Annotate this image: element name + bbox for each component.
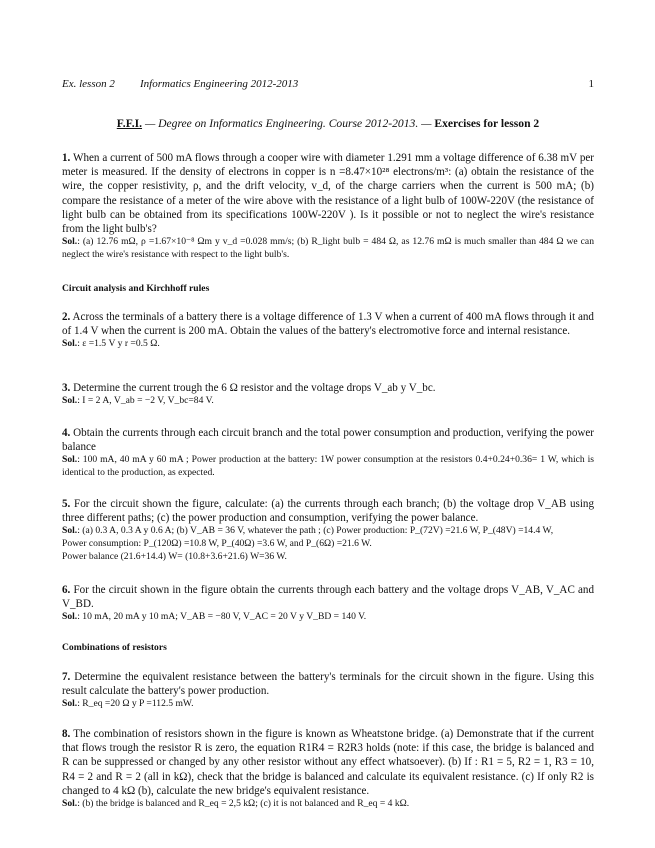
solution-line-3: Power balance (21.6+14.4) W= (10.8+3.6+21.6) W=36 W. [62,550,287,562]
solution-label: Sol. [62,236,78,248]
problem-statement: For the circuit shown the figure, calculate: (a) the currents through each branch; (b) the voltage drop V_AB using three different paths; (c) the power production and consumption, verifying the power balance. [62,498,594,525]
problem-2 [62,310,594,351]
problem-number: 1. [62,152,71,164]
title-prefix: F.F.I. [116,117,143,130]
problem-statement: Determine the current trough the 6 Ω resistor and the voltage drops V_ab y V_bc. [73,382,436,394]
problem-statement: Across the terminals of a battery there is a voltage difference of 1.3 V when a current of 400 mA flows through it and of 1.4 V when the current is 200 mA. Obtain the values of the battery's electromotive force and internal resistance. [62,311,594,338]
solution-label: Sol. [62,338,78,350]
problem-number: 8. [62,728,71,740]
solution-label: Sol. [62,395,78,407]
problem-number: 5. [62,498,71,510]
solution [62,395,594,408]
solution [62,525,594,538]
solution [62,611,594,624]
problem-7 [62,670,594,711]
solution [62,338,594,351]
section-heading-circuits: Circuit analysis and Kirchhoff rules [62,283,210,294]
title-exercises: Exercises for lesson 2 [434,117,540,130]
running-header [62,78,594,90]
solution-text: : 10 mA, 20 mA y 10 mA; V_AB = −80 V, V_AC = 20 V y V_BD = 140 V. [77,611,367,623]
problem-number: 2. [62,311,71,323]
problem-statement: Obtain the currents through each circuit branch and the total power consumption and production, verifying the power balance [62,427,594,454]
solution-line-2: Power consumption: P_(120Ω) =10.8 W, P_(40Ω) =3.6 W, and P_(6Ω) =21.6 W. [62,538,372,549]
solution-text: : ε =1.5 V y r =0.5 Ω. [77,338,160,350]
problem-3 [62,381,594,408]
problem-statement: When a current of 500 mA flows through a cooper wire with diameter 1.291 mm a voltage difference of 6.38 mV per meter is measured. If the density of electrons in copper is n =8.47×10²⁸ electrons/m³: (a) obtain the resistance of the wire, the copper resistivity, ρ, and the drift velocity, v_d, of the charge carriers when the current is 500 mA; (b) compare the resistance of a meter of the wire above with the resistance of a light bulb of 100W-220V (the resistance of light bulb can be obtained from its specifications 100W-220V ). Is it possible or not to neglect the wire's resistance from the light bulb's? [62,152,594,236]
problem-number: 3. [62,382,71,394]
problem-number: 7. [62,671,71,683]
problem-statement: Determine the equivalent resistance between the battery's terminals for the circuit shown in the figure. Using this result calculate the battery's power production. [62,671,594,698]
problem-4 [62,426,594,480]
section-heading-resistors: Combinations of resistors [62,642,167,653]
problem-statement: For the circuit shown in the figure obtain the currents through each battery and the voltage drops V_AB, V_AC and V_BD. [62,584,595,611]
problem-number: 4. [62,427,71,439]
solution-label: Sol. [62,611,78,623]
solution-text: : (a) 12.76 mΩ, ρ =1.67×10⁻⁸ Ωm y v_d =0.028 mm/s; (b) R_light bulb = 484 Ω, as 12.76 mΩ is much smaller than 484 Ω we can neglect the wire's resistance with respect to the light bulb's. [62,236,594,260]
solution [62,698,594,711]
problem-number: 6. [62,584,71,596]
solution-text: : R_eq =20 Ω y P =112.5 mW. [77,698,194,710]
solution-label: Sol. [62,454,78,466]
problem-6 [62,583,594,624]
header-lesson: Ex. lesson 2 [62,78,115,90]
solution-text-line-1: : (a) 0.3 A, 0.3 A y 0.6 A; (b) V_AB = 36 V, whatever the path ; (c) Power production: P_(72V) =21.6 W, P_(48V) =14.4 W, [77,525,554,537]
solution-text: : (b) the bridge is balanced and R_eq = 2,5 kΩ; (c) it is not balanced and R_eq = 4 kΩ. [77,798,410,810]
title-degree: — Degree on Informatics Engineering. Course 2012-2013. — [144,117,432,130]
solution [62,454,594,479]
solution-label: Sol. [62,798,78,810]
solution-text: : I = 2 A, V_ab = −2 V, V_bc=84 V. [77,395,214,407]
problem-5 [62,497,594,563]
solution-label: Sol. [62,698,78,710]
problem-statement: The combination of resistors shown in the figure is known as Wheatstone bridge. (a) Demonstrate that if the current that flows trough the resistor R is zero, the equation R1R4 = R2R3 holds (note: if this case, the bridge is balanced and R can be suppressed or changed by any other resistor without any effect whatsoever). (b) If : R1 = 5, R2 = 1, R3 = 10, R4 = 2 and R = 2 (all in kΩ), check that the bridge is balanced and calculate its equivalent resistance. (c) If only R2 is changed to 4 kΩ (b), calculate the new bridge's equivalent resistance. [62,728,594,797]
page-number: 1 [588,78,594,90]
document-title [62,117,594,130]
problem-1 [62,151,594,261]
solution-text: : 100 mA, 40 mA y 60 mA ; Power production at the battery: 1W power consumption at the resistors 0.4+0.24+0.36= 1 W, which is identical to the production, as expected. [62,454,594,478]
solution [62,236,594,261]
problem-8 [62,727,594,811]
solution-label: Sol. [62,525,78,537]
header-course: Informatics Engineering 2012-2013 [140,78,299,90]
solution [62,798,594,811]
